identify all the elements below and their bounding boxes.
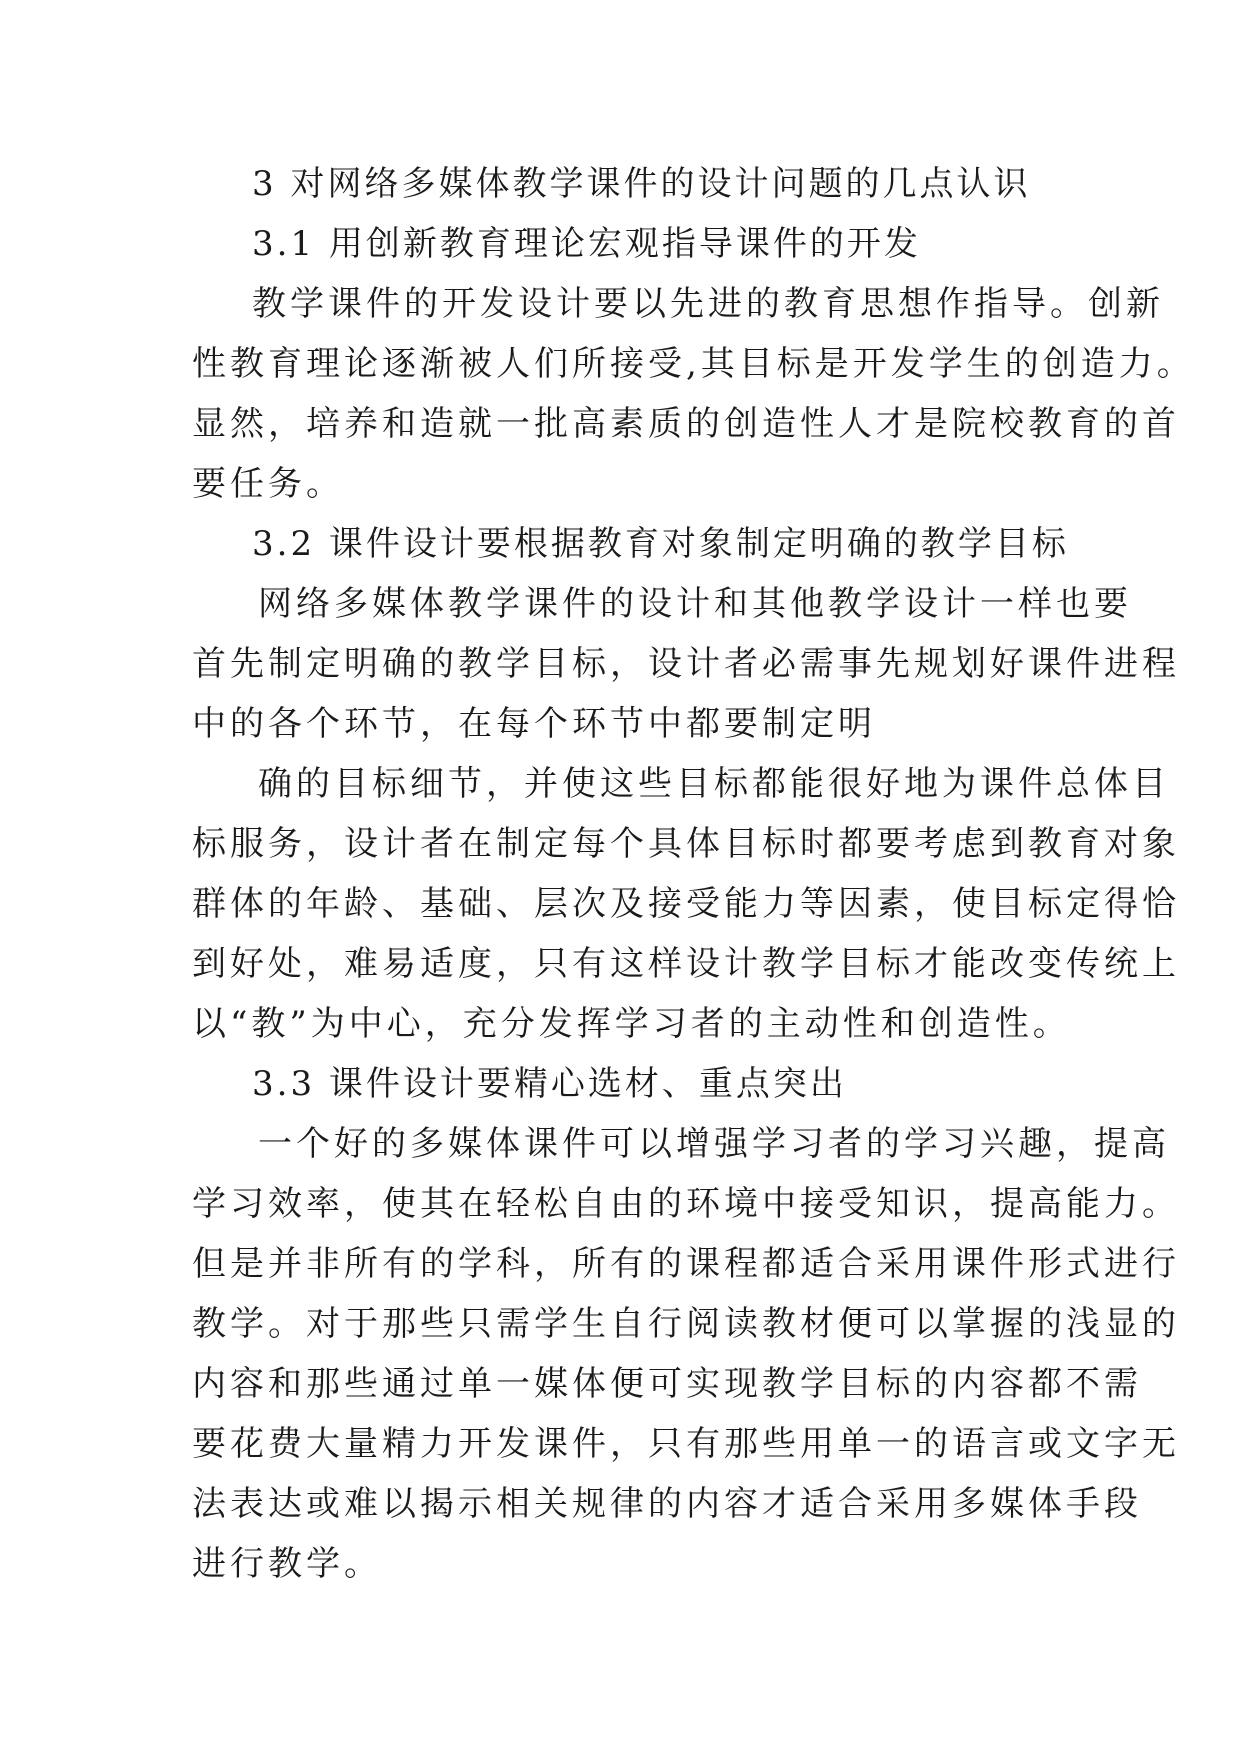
paragraph-line: 群体的年龄、基础、层次及接受能力等因素，使目标定得恰 bbox=[192, 884, 1180, 924]
subsection-heading-3-3: 3.3 课件设计要精心选材、重点突出 bbox=[252, 1064, 847, 1104]
paragraph-line: 但是并非所有的学科，所有的课程都适合采用课件形式进行 bbox=[192, 1244, 1180, 1284]
paragraph-line: 教学课件的开发设计要以先进的教育思想作指导。创新 bbox=[252, 284, 1164, 324]
paragraph-line: 首先制定明确的教学目标，设计者必需事先规划好课件进程 bbox=[192, 644, 1180, 684]
paragraph-line: 标服务，设计者在制定每个具体目标时都要考虑到教育对象 bbox=[192, 824, 1180, 864]
section-heading-3: 3 对网络多媒体教学课件的设计问题的几点认识 bbox=[252, 164, 1031, 204]
paragraph-line: 进行教学。 bbox=[192, 1544, 382, 1584]
paragraph-line: 确的目标细节，并使这些目标都能很好地为课件总体目 bbox=[258, 764, 1170, 804]
paragraph-line: 显然，培养和造就一批高素质的创造性人才是院校教育的首 bbox=[192, 404, 1180, 444]
paragraph-line: 要任务。 bbox=[192, 464, 344, 504]
paragraph-line: 要花费大量精力开发课件，只有那些用单一的语言或文字无 bbox=[192, 1424, 1180, 1464]
paragraph-line: 以“教”为中心，充分发挥学习者的主动性和创造性。 bbox=[192, 1004, 1071, 1044]
paragraph-line: 教学。对于那些只需学生自行阅读教材便可以掌握的浅显的 bbox=[192, 1304, 1180, 1344]
paragraph-line: 一个好的多媒体课件可以增强学习者的学习兴趣，提高 bbox=[258, 1124, 1170, 1164]
subsection-heading-3-2: 3.2 课件设计要根据教育对象制定明确的教学目标 bbox=[252, 524, 1069, 564]
paragraph-line: 内容和那些通过单一媒体便可实现教学目标的内容都不需 bbox=[192, 1364, 1142, 1404]
paragraph-line: 法表达或难以揭示相关规律的内容才适合采用多媒体手段 bbox=[192, 1484, 1142, 1524]
paragraph-line: 性教育理论逐渐被人们所接受,其目标是开发学生的创造力。 bbox=[192, 344, 1195, 384]
paragraph-line: 学习效率，使其在轻松自由的环境中接受知识，提高能力。 bbox=[192, 1184, 1180, 1224]
paragraph-line: 到好处，难易适度，只有这样设计教学目标才能改变传统上 bbox=[192, 944, 1180, 984]
paragraph-line: 网络多媒体教学课件的设计和其他教学设计一样也要 bbox=[258, 584, 1132, 624]
subsection-heading-3-1: 3.1 用创新教育理论宏观指导课件的开发 bbox=[252, 224, 921, 264]
paragraph-line: 中的各个环节，在每个环节中都要制定明 bbox=[192, 704, 876, 744]
